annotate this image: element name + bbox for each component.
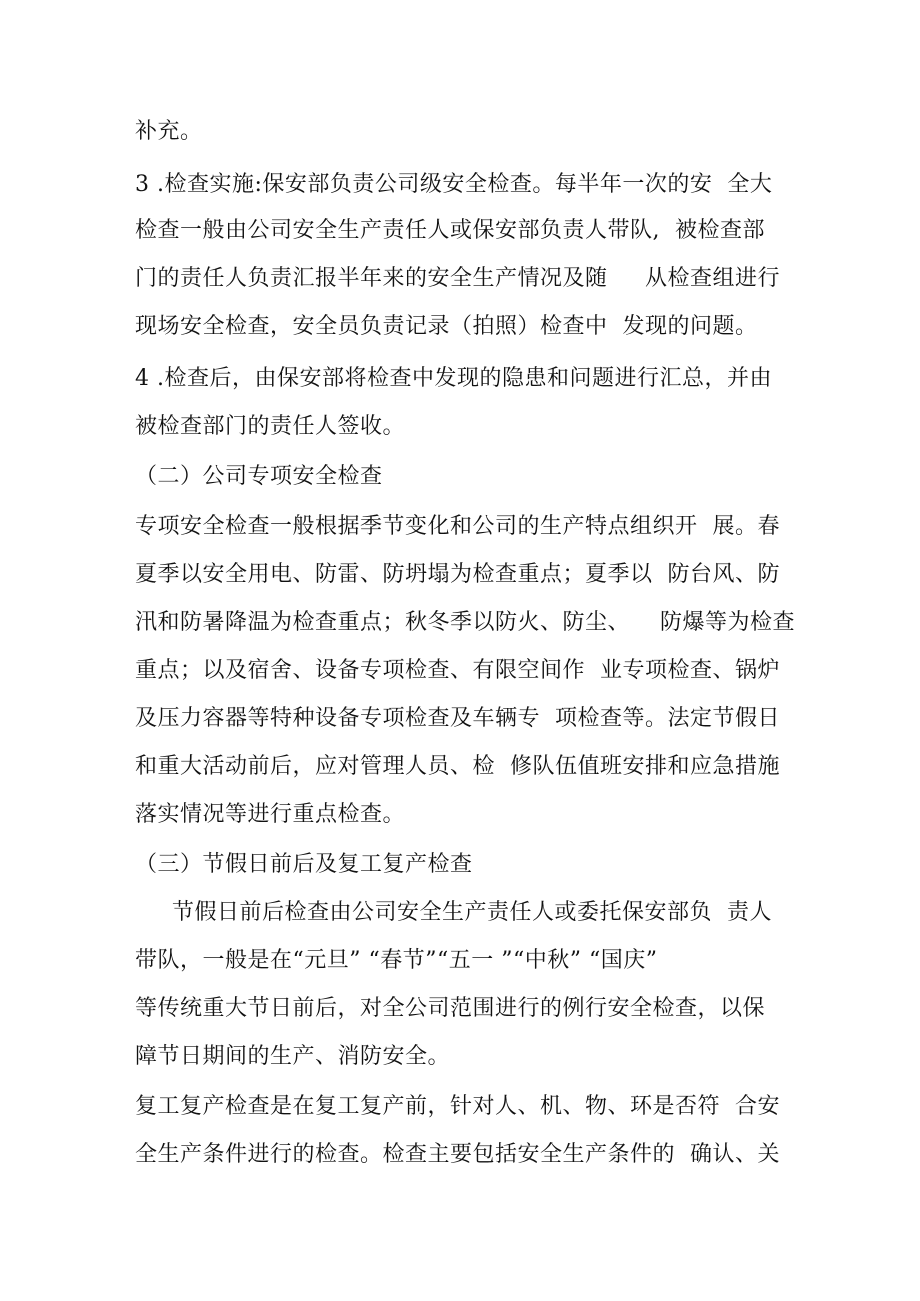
text-line: 等传统重大节日前后，对全公司范围进行的例行安全检查，以保 (135, 996, 766, 1021)
text-line: 重点；以及宿舍、设备专项检查、有限空间作 业专项检查、锅炉 (135, 658, 780, 683)
text-line: 专项安全检查一般根据季节变化和公司的生产特点组织开 展。春 (135, 514, 780, 539)
text-line: 补充。 (135, 119, 203, 144)
text-line: 障节日期间的生产、消防安全。 (135, 1044, 451, 1069)
text-line: 及压力容器等特种设备专项检查及车辆专 项检查等。法定节假日 (135, 706, 780, 731)
text-line: 夏季以安全用电、防雷、防坍塌为检查重点；夏季以 防台风、防 (135, 562, 780, 587)
text-line: 复工复产检查是在复工复产前，针对人、机、物、环是否符 合安 (135, 1094, 780, 1119)
text-line: 现场安全检查，安全员负责记录（拍照）检查中 发现的问题。 (135, 314, 758, 339)
text-line: 全生产条件进行的检查。检查主要包括安全生产条件的 确认、关 (135, 1142, 780, 1167)
text-line: 被检查部门的责任人签收。 (135, 414, 406, 439)
text-line: 节假日前后检查由公司安全生产责任人或委托保安部负 责人 (172, 900, 772, 925)
text-line: 带队，一般是在“元旦” “春节”“五一 ”“中秋” “国庆” (135, 948, 658, 973)
section-heading: （二）公司专项安全检查 (135, 464, 383, 489)
text-line: 检查一般由公司安全生产责任人或保安部负责人带队, 被检查部 (135, 218, 765, 243)
text-line: 和重大活动前后，应对管理人员、检 修队伍值班安排和应急措施 (135, 754, 780, 779)
text-line: 3 .检查实施:保安部负责公司级安全检查。每半年一次的安 全大 (135, 172, 773, 197)
text-line: 门的责任人负责汇报半年来的安全生产情况及随 从检查组进行 (135, 266, 780, 291)
section-heading: （三）节假日前后及复工复产检查 (135, 852, 473, 877)
text-line: 4 .检查后，由保安部将检查中发现的隐患和问题进行汇总，并由 (135, 366, 772, 391)
text-line: 汛和防暑降温为检查重点；秋冬季以防火、防尘、 防爆等为检查 (135, 610, 795, 635)
text-line: 落实情况等进行重点检查。 (135, 802, 406, 827)
